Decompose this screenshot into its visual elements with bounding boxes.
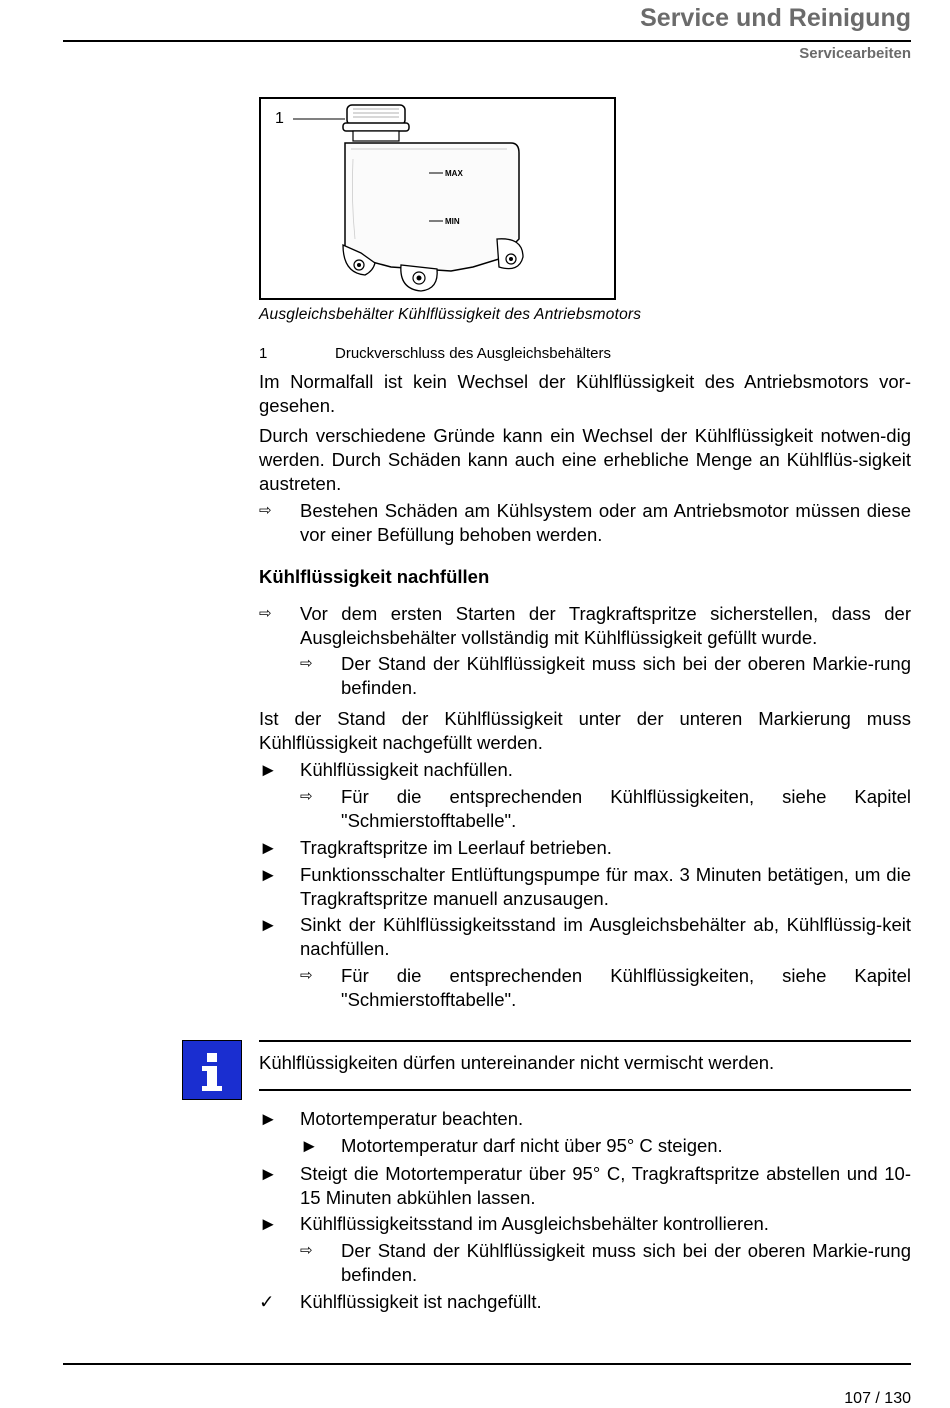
paragraph-reasons: Durch verschiedene Gründe kann ein Wechsel der Kühlflüssigkeit notwen-dig werden. Durch Schäden kann auch eine erhebliche Menge an Kühlflüs-sigkeit austreten.	[259, 425, 911, 494]
result-text: Kühlflüssigkeit ist nachgefüllt.	[300, 1291, 542, 1312]
hollow-arrow-icon: ⇨	[300, 967, 313, 984]
subnote-lubricant-table-2	[300, 964, 911, 1012]
subnote-lubricant-table	[300, 785, 911, 833]
step-text: Sinkt der Kühlflüssigkeitsstand im Ausgleichsbehälter ab, Kühlflüssig-keit nachfüllen.	[300, 914, 911, 959]
subnote-upper-mark-2	[300, 1239, 911, 1287]
result-refilled	[259, 1290, 911, 1314]
legend-number: 1	[259, 345, 268, 362]
step-cool-down	[259, 1162, 911, 1210]
substep-max-temperature	[300, 1134, 911, 1158]
hollow-arrow-icon: ⇨	[259, 605, 272, 622]
step-check-temperature	[259, 1107, 911, 1131]
step-text: Kühlflüssigkeitsstand im Ausgleichsbehälter kontrollieren.	[300, 1213, 769, 1234]
step-arrow-icon: ►	[259, 864, 278, 885]
hollow-arrow-icon: ⇨	[259, 502, 272, 519]
hollow-arrow-icon: ⇨	[300, 1242, 313, 1259]
subnote-text: Für die entsprechenden Kühlflüssigkeiten, siehe Kapitel "Schmierstofftabelle".	[341, 965, 911, 1010]
step-level-drop	[259, 913, 911, 961]
figure-callout-number: 1	[275, 110, 284, 127]
page-number: 107 / 130	[844, 1390, 911, 1407]
step-arrow-icon: ►	[259, 837, 278, 858]
paragraph-lower-mark: Ist der Stand der Kühlflüssigkeit unter der unteren Markierung muss Kühlflüssigkeit nachgefüllt werden.	[259, 708, 911, 753]
step-arrow-icon: ►	[259, 1213, 278, 1234]
footer-rule	[63, 1363, 911, 1365]
figure-caption: Ausgleichsbehälter Kühlflüssigkeit des Antriebsmotors	[259, 306, 642, 323]
step-arrow-icon: ►	[259, 1108, 278, 1129]
paragraph-normal-case: Im Normalfall ist kein Wechsel der Kühlflüssigkeit des Antriebsmotors vor-gesehen.	[259, 371, 911, 416]
max-mark: MAX	[445, 169, 463, 178]
section-heading: Kühlflüssigkeit nachfüllen	[259, 566, 490, 587]
step-idle	[259, 836, 911, 860]
info-glyph	[183, 1041, 241, 1099]
note-damage	[259, 499, 911, 547]
subnote-upper-mark	[300, 652, 911, 700]
subnote-text: Der Stand der Kühlflüssigkeit muss sich bei der oberen Markie-rung befinden.	[341, 653, 911, 698]
info-text: Kühlflüssigkeiten dürfen untereinander nicht vermischt werden.	[259, 1052, 775, 1073]
coolant-tank-drawing	[261, 99, 614, 298]
substep-text: Motortemperatur darf nicht über 95° C steigen.	[341, 1135, 723, 1156]
min-mark: MIN	[445, 217, 460, 226]
step-priming-pump	[259, 863, 911, 911]
step-arrow-icon: ►	[300, 1135, 319, 1156]
step-refill	[259, 758, 911, 782]
hollow-arrow-icon: ⇨	[300, 788, 313, 805]
section-title: Service und Reinigung	[640, 4, 911, 32]
info-icon	[182, 1040, 242, 1100]
step-arrow-icon: ►	[259, 759, 278, 780]
subnote-text: Für die entsprechenden Kühlflüssigkeiten, siehe Kapitel "Schmierstofftabelle".	[341, 786, 911, 831]
note-first-start	[259, 602, 911, 650]
note-text: Vor dem ersten Starten der Tragkraftspritze sicherstellen, dass der Ausgleichsbehälter vollständig mit Kühlflüssigkeit gefüllt wurde.	[300, 603, 911, 648]
step-check-level	[259, 1212, 911, 1236]
step-text: Tragkraftspritze im Leerlauf betrieben.	[300, 837, 612, 858]
step-arrow-icon: ►	[259, 1163, 278, 1184]
step-text: Motortemperatur beachten.	[300, 1108, 524, 1129]
note-text: Bestehen Schäden am Kühlsystem oder am Antriebsmotor müssen diese vor einer Befüllung behoben werden.	[300, 500, 911, 545]
step-text: Kühlflüssigkeit nachfüllen.	[300, 759, 513, 780]
coolant-tank-figure	[259, 97, 616, 300]
step-text: Steigt die Motortemperatur über 95° C, Tragkraftspritze abstellen und 10-15 Minuten abkühlen lassen.	[300, 1163, 911, 1208]
section-subtitle: Servicearbeiten	[799, 45, 911, 62]
info-top-rule	[259, 1040, 911, 1042]
subnote-text: Der Stand der Kühlflüssigkeit muss sich bei der oberen Markie-rung befinden.	[341, 1240, 911, 1285]
checkmark-icon: ✓	[259, 1291, 275, 1312]
hollow-arrow-icon: ⇨	[300, 655, 313, 672]
info-bottom-rule	[259, 1089, 911, 1091]
header-rule	[63, 40, 911, 42]
legend-text: Druckverschluss des Ausgleichsbehälters	[335, 345, 611, 362]
step-arrow-icon: ►	[259, 914, 278, 935]
step-text: Funktionsschalter Entlüftungspumpe für max. 3 Minuten betätigen, um die Tragkraftspritze manuell anzusaugen.	[300, 864, 911, 909]
